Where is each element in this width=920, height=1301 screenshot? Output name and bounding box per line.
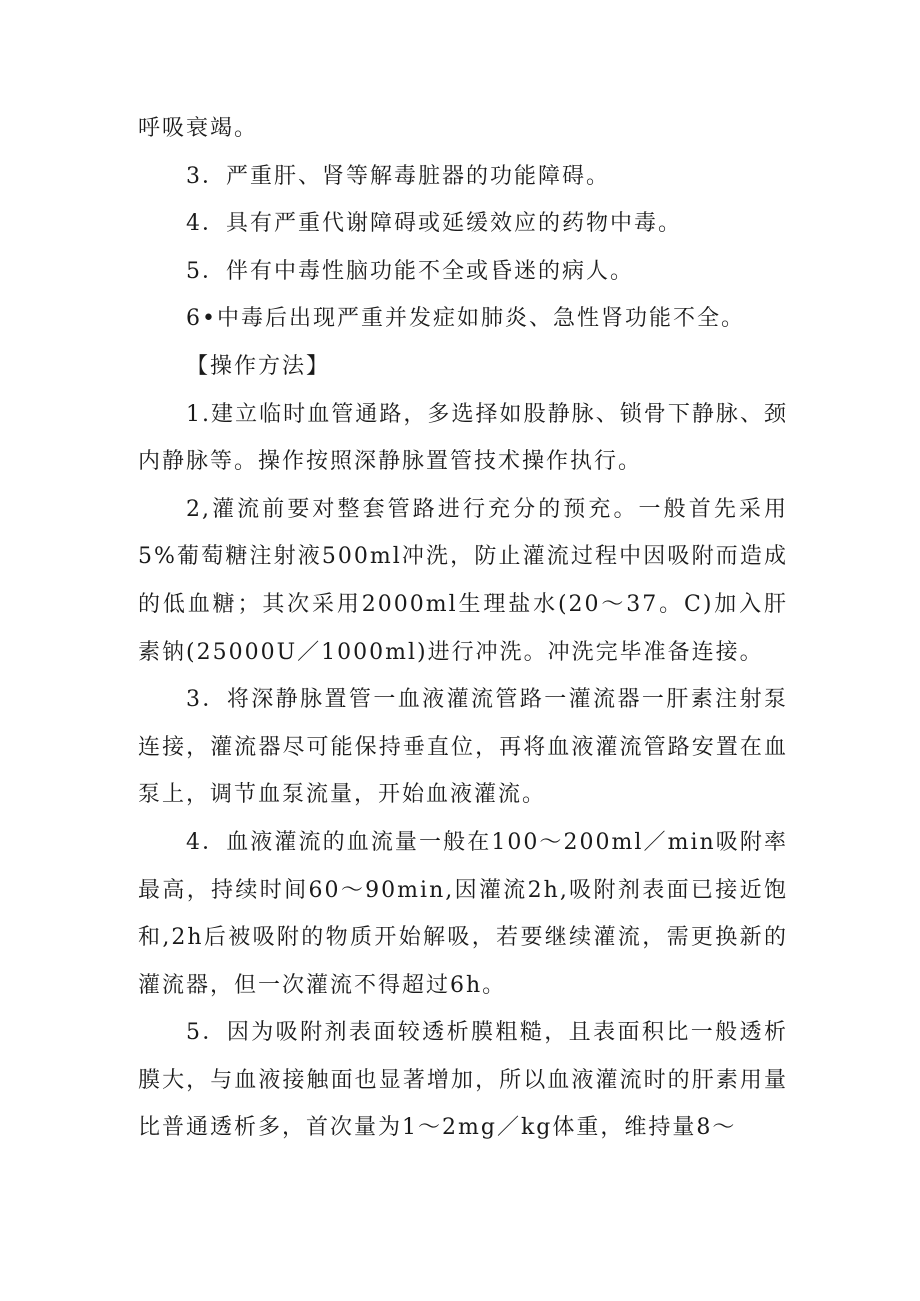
document-body	[138, 105, 788, 1152]
paragraph-item-3: 3．严重肝、肾等解毒脏器的功能障碍。	[186, 163, 610, 189]
paragraph-step-2: 2,灌流前要对整套管路进行充分的预充。一般首先采用5%葡萄糖注射液500ml冲洗，防止灌流过程中因吸附而造成的低血糖；其次采用2000ml生理盐水(20～37。C)加入肝素钠(25000U／1000ml)进行冲洗。冲洗完毕准备连接。	[138, 496, 788, 665]
paragraph-step-4: 4．血液灌流的血流量一般在100～200ml／min吸附率最高，持续时间60～90min,因灌流2h,吸附剂表面已接近饱和,2h后被吸附的物质开始解吸，若要继续灌流，需更换新的灌流器，但一次灌流不得超过6h。	[138, 829, 788, 998]
paragraph-item-5: 5．伴有中毒性脑功能不全或昏迷的病人。	[186, 258, 634, 284]
paragraph-step-5: 5．因为吸附剂表面较透析膜粗糙，且表面积比一般透析膜大，与血液接触面也显著增加，所以血液灌流时的肝素用量比普通透析多，首次量为1～2mg／kg体重，维持量8～	[138, 1020, 788, 1141]
paragraph-continuation: 呼吸衰竭。	[138, 116, 259, 141]
paragraph-step-1: 1.建立临时血管通路，多选择如股静脉、锁骨下静脉、颈内静脉等。操作按照深静脉置管技术操作执行。	[138, 401, 788, 475]
section-heading: 【操作方法】	[186, 353, 331, 379]
paragraph-item-4: 4．具有严重代谢障碍或延缓效应的药物中毒。	[186, 211, 682, 237]
paragraph-item-6: 6•中毒后出现严重并发症如肺炎、急性肾功能不全。	[186, 306, 745, 332]
paragraph-step-3: 3．将深静脉置管一血液灌流管路一灌流器一肝素注射泵连接，灌流器尽可能保持垂直位，再将血液灌流管路安置在血泵上，调节血泵流量，开始血液灌流。	[138, 687, 788, 808]
